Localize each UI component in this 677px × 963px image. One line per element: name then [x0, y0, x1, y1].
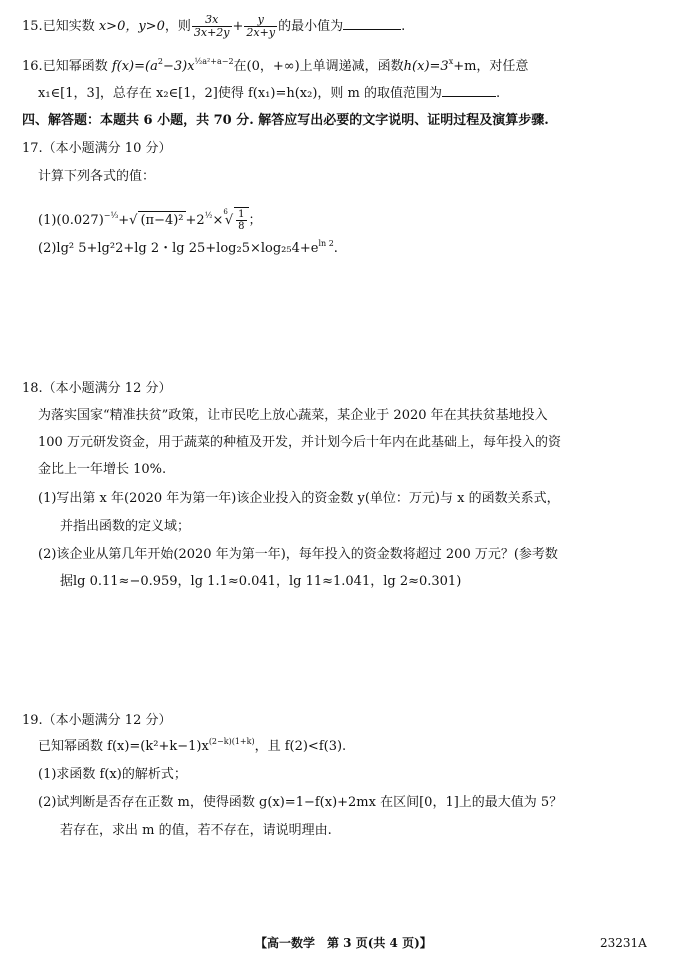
exponent: −⅓ [103, 211, 119, 220]
question-18-line-3: 金比上一年增长 10%. [38, 462, 167, 477]
question-17-heading: 17.（本小题满分 10 分） [22, 141, 172, 156]
answer-blank [442, 84, 496, 97]
question-18-line-2: 100 万元研发资金，用于蔬菜的种植及开发，并计划今后十年内在此基础上，每年投入的资 [38, 435, 561, 450]
superscript: x [448, 57, 454, 66]
question-17-part-2 [38, 240, 338, 257]
exponent: ln 2 [318, 239, 334, 248]
page-footer: 【高一数学 第 3 页(共 4 页)】 [255, 936, 432, 950]
expr-part: (2)lg² 5+lg²2+lg 2・lg 25+log₂5×log₂₅4+e [38, 241, 319, 256]
q16-function: f(x)=(a [111, 59, 158, 74]
times-sign: × [212, 213, 224, 228]
root-content [234, 207, 248, 232]
question-16-line-1 [22, 58, 528, 75]
q15-text-c: 的最小值为 [278, 19, 344, 34]
question-18-heading: 18.（本小题满分 12 分） [22, 381, 172, 396]
denominator: 8 [238, 221, 245, 232]
superscript: 2 [157, 57, 163, 66]
denominator: 2x+y [246, 26, 276, 39]
sqrt-sign: √ [129, 213, 138, 228]
exam-code: 23231A [600, 936, 647, 950]
question-18-sub-1a: (1)写出第 x 年(2020 年为第一年)该企业投入的资金数 y(单位：万元)与 x 的函数关系式， [38, 491, 560, 506]
question-18-sub-1b: 并指出函数的定义域； [60, 519, 191, 534]
expr-part: ，且 f(2)<f(3). [254, 739, 347, 754]
question-19-sub-2a: (2)试判断是否存在正数 m，使得函数 g(x)=1−f(x)+2mx 在区间[0，1]上的最大值为 5？ [38, 795, 563, 810]
question-15 [22, 14, 405, 39]
numerator: 1 [238, 209, 245, 220]
numerator: y [244, 14, 277, 27]
question-19-sub-2b: 若存在，求出 m 的值，若不存在，请说明理由. [60, 823, 332, 838]
question-number: 15. [22, 19, 43, 34]
question-18-sub-2b: 据lg 0.11≈−0.959，lg 1.1≈0.041，lg 11≈1.041，lg 2≈0.301) [60, 574, 462, 589]
q16-text-b: 在(0，+∞)上单调递减，函数 [233, 59, 404, 74]
exponent: (2−k)(1+k) [208, 737, 255, 746]
question-16-line-2 [38, 84, 500, 102]
plus-sign: + [118, 213, 130, 228]
question-number: 16. [22, 59, 43, 74]
expr-part: 已知幂函数 f(x)=(k²+k−1)x [38, 739, 209, 754]
q16-text: 已知幂函数 [42, 59, 108, 74]
period: . [496, 86, 501, 101]
period: . [401, 19, 406, 34]
q16-h-function: h(x)=3 [403, 59, 449, 74]
expr-part: +2 [185, 213, 205, 228]
question-19-sub-1: (1)求函数 f(x)的解析式； [38, 767, 187, 782]
section-heading: 四、解答题：本题共 6 小题，共 70 分. 解答应写出必要的文字说明、证明过程及演算步骤. [22, 113, 549, 128]
q16-function-b: −3)x [162, 59, 195, 74]
fraction [236, 209, 246, 232]
period: . [333, 241, 338, 256]
q15-text: 已知实数 [42, 19, 95, 34]
q16-text-line2: x₁∈[1，3]，总存在 x₂∈[1，2]使得 f(x₁)=h(x₂)，则 m 的取值范围为 [38, 86, 443, 101]
q16-text-c: +m，对任意 [453, 59, 529, 74]
q15-condition: x>0，y>0 [98, 19, 165, 34]
question-18-line-1: 为落实国家“精准扶贫”政策，让市民吃上放心蔬菜，某企业于 2020 年在其扶贫基地投入 [38, 408, 548, 423]
expr-part: (1)(0.027) [38, 213, 104, 228]
fraction [244, 14, 277, 39]
question-18-sub-2a: (2)该企业从第几年开始(2020 年为第一年)，每年投入的资金数将超过 200 万元？(参考数 [38, 547, 558, 562]
denominator: 3x+2y [193, 26, 230, 39]
root-index: 6 [223, 208, 228, 216]
q15-text-b: ，则 [164, 19, 191, 34]
question-17-part-1 [38, 204, 262, 232]
question-19-heading: 19.（本小题满分 12 分） [22, 713, 172, 728]
plus-sign: + [232, 19, 244, 34]
fraction [192, 14, 232, 39]
answer-blank [343, 17, 401, 30]
question-19-line-1 [38, 738, 346, 755]
exponent: ½ [204, 211, 213, 220]
question-17-intro: 计算下列各式的值： [38, 169, 156, 184]
sqrt-sign: √ [224, 213, 234, 228]
semicolon: ； [248, 213, 262, 228]
exponent: ½a²+a−2 [194, 57, 234, 66]
sqrt-content: (π−4)² [140, 213, 184, 228]
numerator: 3x [192, 14, 232, 27]
